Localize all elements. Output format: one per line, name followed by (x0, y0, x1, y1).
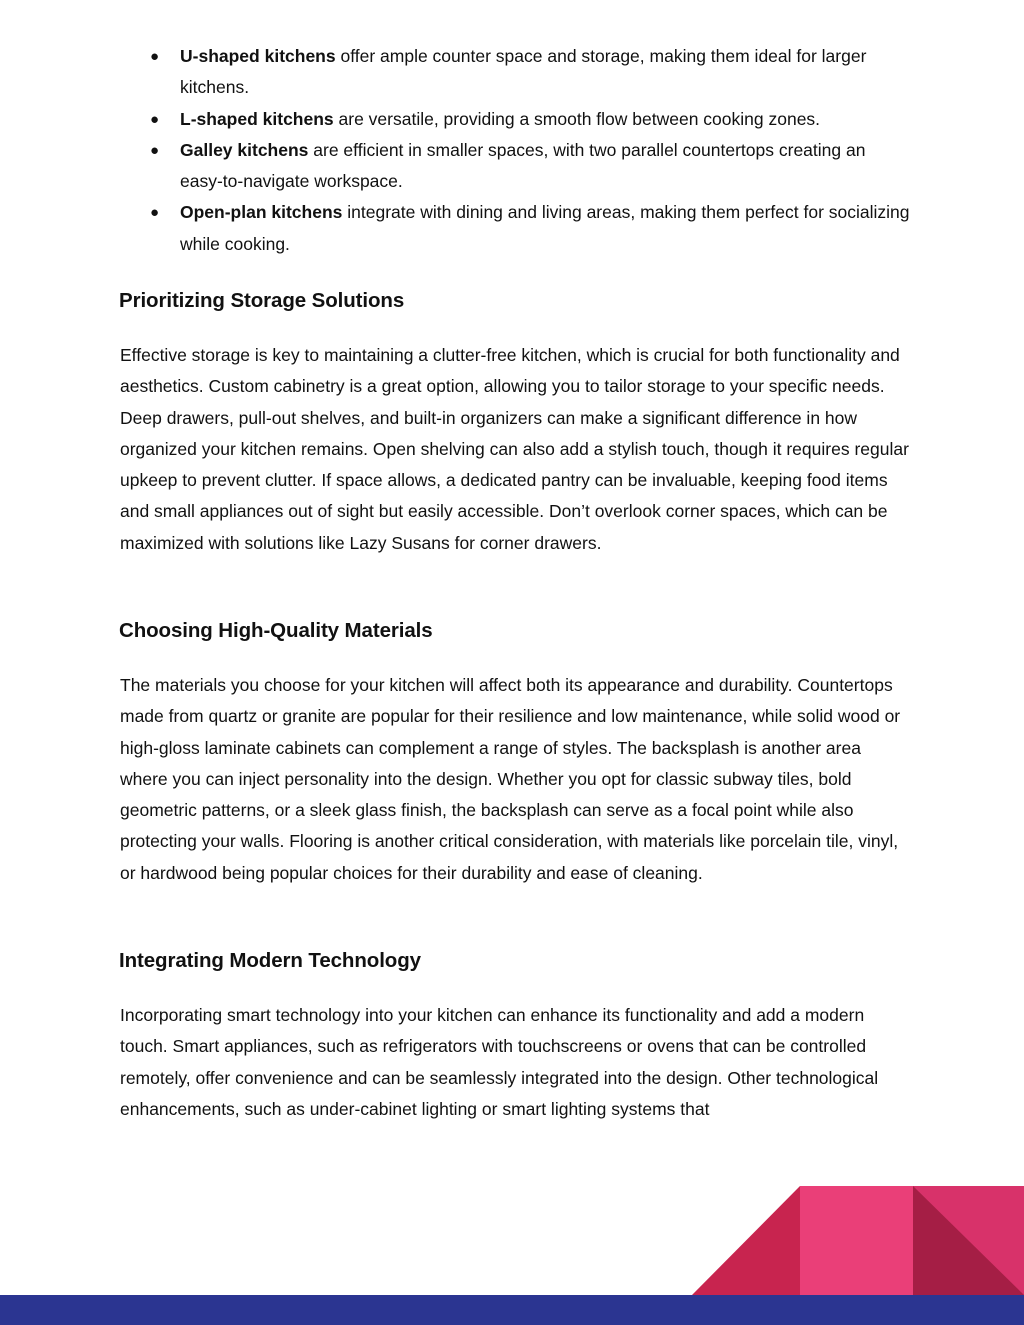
bullet-term: U-shaped kitchens (180, 46, 336, 66)
decor-triangle-left (692, 1186, 800, 1295)
footer-band (0, 1295, 1024, 1325)
bullet-icon: ● (150, 48, 160, 65)
bullet-term: Galley kitchens (180, 139, 309, 160)
bullet-text: offer ample counter space and storage, making them ideal for larger kitchens. (180, 46, 867, 98)
bullet-text: are efficient in smaller spaces, with two parallel countertops creating an easy-to-navigate workspace. (180, 139, 866, 192)
section-body-materials: The materials you choose for your kitchen will affect both its appearance and durability. Countertops made from quartz or granite are popular for their resilience and low maintenance, while solid wood or high-gloss laminate cabinets can complement a range of styles. The backsplash is another area where you can inject personality into the design. Whether you opt for classic subway tiles, bold geometric patterns, or a sleek glass finish, the backsplash can serve as a focal point while also protecting your walls. Flooring is another critical consideration, with materials like porcelain tile, vinyl, or hardwood being popular choices for their durability and ease of cleaning. (120, 675, 901, 883)
bullet-term: L-shaped kitchens (180, 108, 334, 129)
bullet-icon: ● (150, 204, 160, 222)
bullet-term: Open-plan kitchens (180, 202, 343, 223)
section-heading-technology: Integrating Modern Technology (119, 949, 421, 972)
bullet-text: are versatile, providing a smooth flow between cooking zones. (333, 108, 821, 129)
section-heading-materials: Choosing High-Quality Materials (119, 619, 433, 642)
bullet-icon: ● (150, 110, 160, 128)
decor-pink-rect (800, 1186, 913, 1295)
section-heading-storage: Prioritizing Storage Solutions (119, 289, 405, 312)
section-body-technology: Incorporating smart technology into your kitchen can enhance its functionality and add a modern touch. Smart appliances, such as refrigerators with touchscreens or ovens that can be controlled remotely, offer convenience and can be seamlessly integrated into the design. Other technological enhancements, such as under-cabinet lighting or smart lighting systems that (120, 1005, 879, 1119)
section-body-storage: Effective storage is key to maintaining a clutter-free kitchen, which is crucial for both functionality and aesthetics. Custom cabinetry is a great option, allowing you to tailor storage to your specific needs. Deep drawers, pull-out shelves, and built-in organizers can make a significant difference in how organized your kitchen remains. Open shelving can also add a stylish touch, though it requires regular upkeep to prevent clutter. If space allows, a dedicated pantry can be invaluable, keeping food items and small appliances out of sight but easily accessible. Don’t overlook corner spaces, which can be maximized with solutions like Lazy Susans for corner drawers. (120, 345, 909, 553)
bullet-text: integrate with dining and living areas, making them perfect for socializing while cooking. (180, 202, 910, 254)
bullet-icon: ● (150, 141, 160, 159)
